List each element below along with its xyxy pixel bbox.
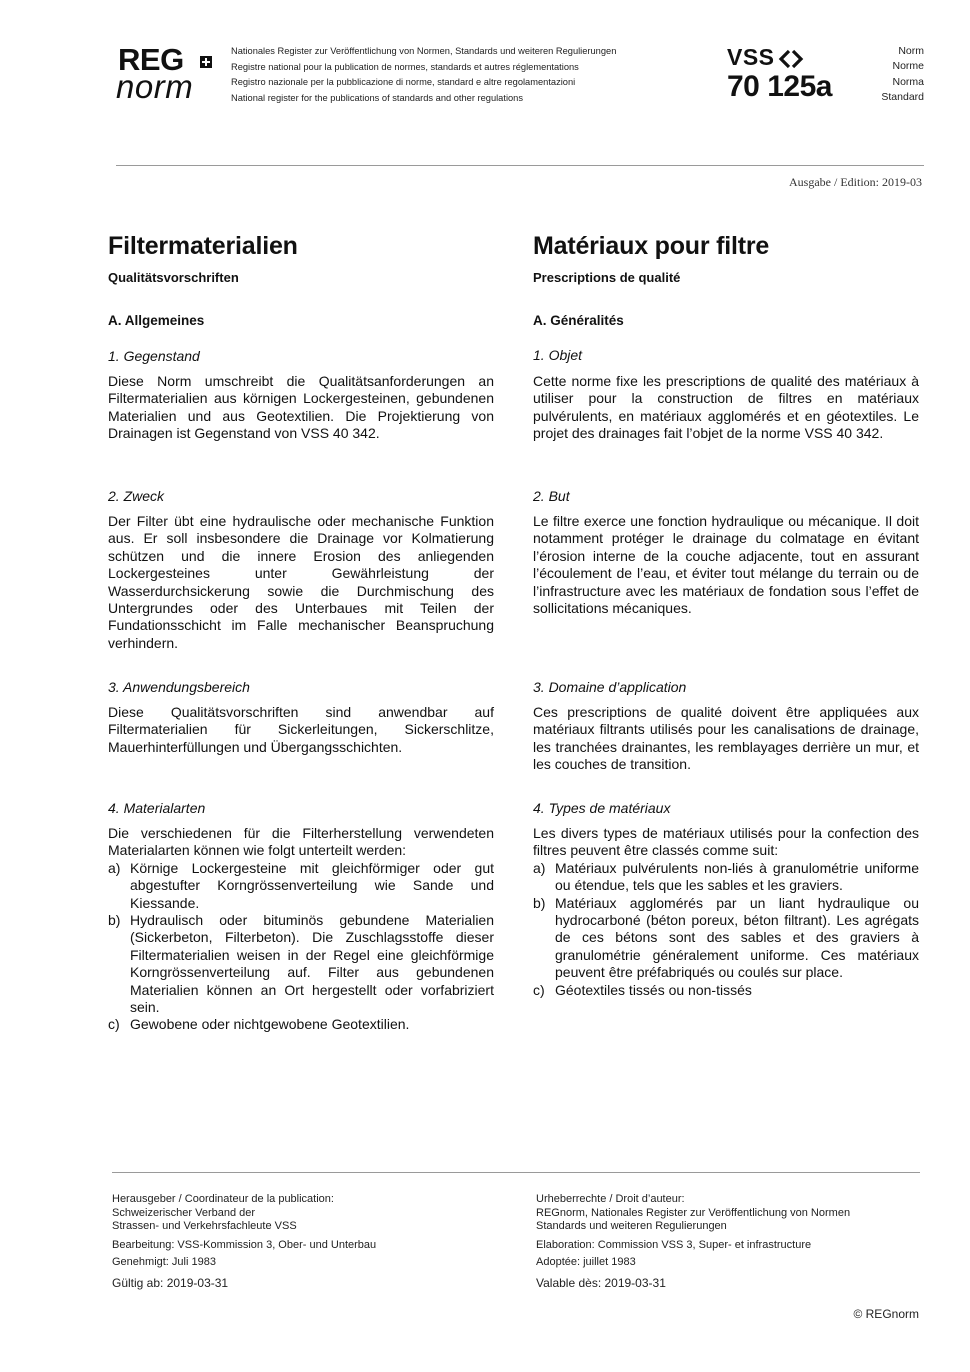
register-line-de: Nationales Register zur Veröffentlichung von Normen, Standards und weiteren Regulierungen	[231, 46, 617, 56]
footer-divider	[112, 1172, 920, 1173]
list-marker: a)	[533, 859, 546, 876]
register-line-it: Registro nazionale per la pubblicazione di norme, standard e altre regolamentazioni	[231, 77, 576, 87]
register-line-en: National register for the publications of standards and other regulations	[231, 92, 523, 103]
paragraph-2-de: Der Filter übt eine hydraulische oder mechanische Funktion aus. Er soll insbesondere die Drainage vor Kolmatierung schützen und die innere Erosion des anliegenden Lockergesteines unter Gewährleistung der Wasserdurchsickerung sowie die Durchmischung des Untergrundes oder des Unterbaues mit Teilen der Fundationsschicht im Falle mechanischer Beanspruchung verhindern.	[108, 513, 494, 651]
copyright-label: Urheberrechte / Droit d’auteur:	[536, 1193, 685, 1205]
norm-type-labels	[881, 44, 924, 105]
heading-2-fr: 2. But	[533, 488, 570, 504]
list-item-text: Hydraulisch oder bituminös gebundene Materialien (Sickerbeton, Filterbeton). Die Zuschlagsstoffe dieser Filtermaterialien weisen in der Regel eine gleichförmige Korngrössenverteilung auf. Filter aus gebundenen Materialien können an Ort hergestellt oder vorfabriziert sein.	[130, 912, 494, 1016]
vss-chevron-icon	[777, 48, 807, 70]
copyright-line: REGnorm, Nationales Register zur Veröffentlichung von Normen	[536, 1206, 851, 1219]
adoption-info: Adoptée: juillet 1983	[536, 1256, 636, 1269]
norm-type-en: Standard	[881, 90, 924, 103]
list-item	[533, 860, 919, 895]
section-a-fr: A. Généralités	[533, 313, 624, 328]
list-marker: b)	[108, 912, 121, 929]
material-types-fr	[533, 825, 919, 999]
subtitle-de: Qualitätsvorschriften	[108, 270, 239, 285]
list-item	[108, 1016, 494, 1033]
approval-info: Genehmigt: Juli 1983	[112, 1256, 216, 1269]
logo-text-norm: norm	[116, 68, 194, 105]
title-de: Filtermaterialien	[108, 232, 298, 260]
heading-2-de: 2. Zweck	[108, 488, 165, 504]
heading-1-de: 1. Gegenstand	[108, 348, 200, 364]
publisher-line: Schweizerischer Verband der	[112, 1206, 256, 1219]
material-list-de	[108, 860, 494, 1034]
publisher-line: Strassen- und Verkehrsfachleute VSS	[112, 1220, 297, 1233]
vss-label: VSS	[727, 44, 775, 70]
regnorm-logo	[116, 44, 216, 104]
section-a-de: A. Allgemeines	[108, 313, 205, 328]
logo-text-reg: REG	[118, 42, 184, 77]
publisher-label: Herausgeber / Coordinateur de la publication:	[112, 1193, 334, 1205]
list-item-text: Matériaux agglomérés par un liant hydraulique ou hydrocarboné (béton poreux, béton filtrant). Les agrégats de ces bétons sont des sables et des graviers à granulométrie généralement uniforme. Ces matériaux peuvent être préfabriqués ou coulés sur place.	[555, 894, 919, 981]
list-intro-fr: Les divers types de matériaux utilisés pour la confection des filtres peuvent être classés comme suit:	[533, 825, 919, 859]
list-item-text: Körnige Lockergesteine mit gleichförmiger oder gut abgestufter Korngrössenverteilung wie Sande und Kiessande.	[130, 859, 494, 911]
list-marker: c)	[533, 981, 545, 998]
paragraph-2-fr: Le filtre exerce une fonction hydraulique ou mécanique. Il doit notamment protéger le drainage du colmatage en évitant l’érosion interne de la couche adjacente, tout en assurant l’écoulement de l’eau, et éviter tout mélange du terrain ou de l’infrastructure avec les matériaux de fondation sous l’effet de sollicitations mécaniques.	[533, 513, 919, 617]
list-item	[108, 912, 494, 1016]
heading-4-fr: 4. Types de matériaux	[533, 800, 671, 816]
norm-type-fr: Norme	[892, 60, 924, 73]
title-fr: Matériaux pour filtre	[533, 232, 770, 260]
list-item-text: Matériaux pulvérulents non-liés à granulométrie uniforme ou étendue, tels que les sables et les graviers.	[555, 859, 919, 894]
footer-left	[112, 1193, 512, 1291]
elaboration-info: Elaboration: Commission VSS 3, Super- et infrastructure	[536, 1238, 812, 1251]
list-item	[533, 982, 919, 999]
list-item	[533, 895, 919, 982]
copyright-notice: © REGnorm	[853, 1307, 919, 1321]
material-types-de	[108, 825, 494, 1034]
paragraph-3-de: Diese Qualitätsvorschriften sind anwendbar auf Filtermaterialien für Sickerleitungen, Sickerschlitze, Mauerhinterfüllungen und Übergangsschichten.	[108, 704, 494, 755]
register-description	[231, 44, 616, 106]
paragraph-1-de: Diese Norm umschreibt die Qualitätsanforderungen an Filtermaterialien aus körnigen Lockergesteinen, gebundenen Materialien und aus Geotextilien. Die Projektierung von Drainagen ist Gegenstand von VSS 40 342.	[108, 373, 494, 442]
list-item-text: Géotextiles tissés ou non-tissés	[555, 981, 752, 998]
vss-mark	[727, 44, 832, 70]
norm-type-de: Norm	[898, 45, 924, 57]
heading-3-de: 3. Anwendungsbereich	[108, 679, 250, 695]
standard-number: 70 125a	[727, 70, 832, 103]
footer-right	[536, 1193, 926, 1291]
list-item	[108, 860, 494, 912]
heading-4-de: 4. Materialarten	[108, 800, 206, 816]
list-marker: b)	[533, 894, 546, 911]
paragraph-3-fr: Ces prescriptions de qualité doivent être appliquées aux matériaux filtrants utilisés pour les canalisations de drainage, les tranchées drainantes, les remblayages derrière un mur, et les couches de transition.	[533, 704, 919, 773]
valid-from: Gültig ab: 2019-03-31	[112, 1275, 229, 1290]
list-item-text: Gewobene oder nichtgewobene Geotextilien.	[130, 1016, 410, 1033]
header-divider	[116, 165, 924, 166]
swiss-cross-icon	[200, 56, 212, 68]
paragraph-1-fr: Cette norme fixe les prescriptions de qualité des matériaux à utiliser pour la construction de filtres en matériaux pulvérulents, en matériaux agglomérés et en géotextiles. Le projet des drainages fait l’objet de la norme VSS 40 342.	[533, 373, 919, 442]
heading-3-fr: 3. Domaine d’application	[533, 679, 687, 695]
vss-standard-id	[727, 44, 832, 103]
copyright-line: Standards und weiteren Regulierungen	[536, 1220, 727, 1233]
edition-label: Ausgabe / Edition: 2019-03	[789, 175, 922, 189]
editing-info: Bearbeitung: VSS-Kommission 3, Ober- und Unterbau	[112, 1238, 377, 1251]
valid-from-fr: Valable dès: 2019-03-31	[536, 1275, 666, 1290]
list-marker: a)	[108, 859, 121, 876]
list-intro-de: Die verschiedenen für die Filterherstellung verwendeten Materialarten können wie folgt unterteilt werden:	[108, 825, 494, 859]
material-list-fr	[533, 860, 919, 999]
subtitle-fr: Prescriptions de qualité	[533, 270, 681, 285]
norm-type-it: Norma	[892, 75, 924, 88]
list-marker: c)	[108, 1016, 120, 1033]
register-line-fr: Registre national pour la publication de normes, standards et autres réglementations	[231, 61, 579, 72]
heading-1-fr: 1. Objet	[533, 347, 583, 363]
